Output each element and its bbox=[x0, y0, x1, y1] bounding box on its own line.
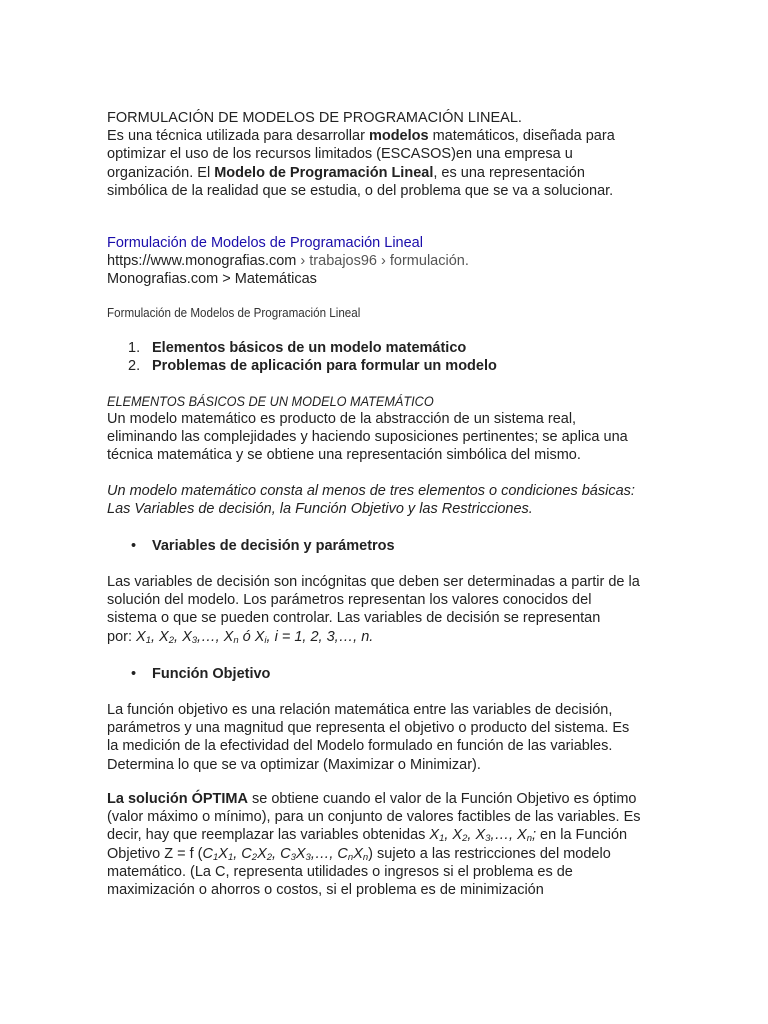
objective-body bbox=[107, 701, 629, 774]
intro-line-3: organización. El Modelo de Programación Lineal, es una representación bbox=[107, 164, 585, 181]
intro-title: FORMULACIÓN DE MODELOS DE PROGRAMACIÓN LINEAL. bbox=[107, 110, 522, 126]
bullet-objective: • Función Objetivo bbox=[131, 666, 271, 682]
section1-line: Un modelo matemático es producto de la abstracción de un sistema real, bbox=[107, 411, 577, 427]
variables-line: solución del modelo. Los parámetros representan los valores conocidos del bbox=[107, 592, 592, 609]
italic-line: Las Variables de decisión, la Función Objetivo y las Restricciones. bbox=[107, 501, 533, 518]
optimal-line: Objetivo Z = f ($C_1X_1$, $C_2X_2$, $C_3X_3,\dots$, $C_nX_n$) sujeto a las restricciones del modelo bbox=[107, 845, 611, 863]
search-result bbox=[107, 234, 469, 289]
modelos-bold: modelos bbox=[368, 128, 429, 145]
objective-line: La función objetivo es una relación matemática entre las variables de decisión, bbox=[107, 702, 613, 718]
result-breadcrumb: Monografias.com > Matemáticas bbox=[107, 271, 317, 288]
intro-line-2: optimizar el uso de los recursos limitados (ESCASOS)en una empresa u bbox=[107, 146, 573, 163]
objective-line: Determina lo que se va optimizar (Maximizar o Minimizar). bbox=[107, 756, 481, 773]
section-heading: ELEMENTOS BÁSICOS DE UN MODELO MATEMÁTICO bbox=[107, 394, 434, 409]
section1-line: eliminando las complejidades y haciendo suposiciones pertinentes; se aplica una bbox=[107, 429, 628, 446]
optimal-line: maximización o ahorros o costos, si el problema es de minimización bbox=[107, 882, 544, 899]
optimal-line: (valor máximo o mínimo), para un conjunto de valores factibles de las variables. Es bbox=[107, 809, 641, 826]
optimal-body bbox=[107, 790, 641, 899]
toc-item[interactable]: 1. Elementos básicos de un modelo matemático bbox=[128, 340, 467, 356]
objective-line: parámetros y una magnitud que representa el objetivo o producto del sistema. Es bbox=[107, 720, 630, 737]
variables-line: sistema o que se pueden controlar. Las variables de decisión se representan bbox=[107, 610, 601, 627]
section1-body bbox=[107, 410, 628, 465]
optimal-line: La solución ÓPTIMA se obtiene cuando el valor de la Función Objetivo es óptimo bbox=[107, 791, 637, 807]
modelo-pl-bold: Modelo de Programación Lineal bbox=[214, 164, 434, 181]
result-url[interactable]: https://www.monografias.com › trabajos96 › formulación. bbox=[107, 253, 469, 270]
bullet-dot: • bbox=[131, 538, 137, 554]
variables-formula: $X_1$, $X_2$, $X_3,\dots$, $X_n$ ó $X_i$ bbox=[136, 628, 267, 646]
variables-line-formula: por: $X_1$, $X_2$, $X_3,\dots$, $X_n$ ó $X_i$, i = 1, 2, 3,…, n. bbox=[107, 628, 374, 646]
bullet-variables: • Variables de decisión y parámetros bbox=[131, 538, 395, 554]
optimal-line: matemático. (La C, representa utilidades o ingresos si el problema es de bbox=[107, 863, 573, 880]
section1-italic bbox=[107, 482, 635, 518]
objective-line: la medición de la efectividad del Modelo formulado en función de las variables. bbox=[107, 738, 613, 755]
optimal-line: decir, hay que reemplazar las variables obtenidas $X_1$, $X_2$, $X_3,\dots$, $X_n$; en la Función bbox=[107, 827, 628, 845]
intro-line-1: Es una técnica utilizada para desarrollar modelos matemáticos, diseñada para bbox=[107, 128, 615, 145]
italic-line: Un modelo matemático consta al menos de tres elementos o condiciones básicas: bbox=[107, 483, 635, 499]
toc-item[interactable]: 2. Problemas de aplicación para formular un modelo bbox=[128, 358, 497, 375]
result-title-link[interactable]: Formulación de Modelos de Programación Lineal bbox=[107, 235, 423, 251]
intro-line-4: simbólica de la realidad que se estudia, o del problema que se va a solucionar. bbox=[107, 182, 614, 199]
section1-line: técnica matemática y se obtiene una representación simbólica del mismo. bbox=[107, 447, 581, 464]
toc-list bbox=[107, 339, 497, 375]
variables-line: Las variables de decisión son incógnitas que deben ser determinadas a partir de la bbox=[107, 574, 640, 590]
bullet-dot: • bbox=[131, 666, 137, 682]
doc-title: Formulación de Modelos de Programación Lineal bbox=[107, 306, 361, 320]
objective-formula: $C_1X_1$, $C_2X_2$, $C_3X_3,\dots$, $C_nX_n$ bbox=[202, 845, 369, 863]
variables-formula: $X_1$, $X_2$, $X_3,\dots$, $X_n$; bbox=[429, 827, 537, 845]
intro-section bbox=[107, 109, 615, 200]
variables-body bbox=[107, 573, 640, 646]
